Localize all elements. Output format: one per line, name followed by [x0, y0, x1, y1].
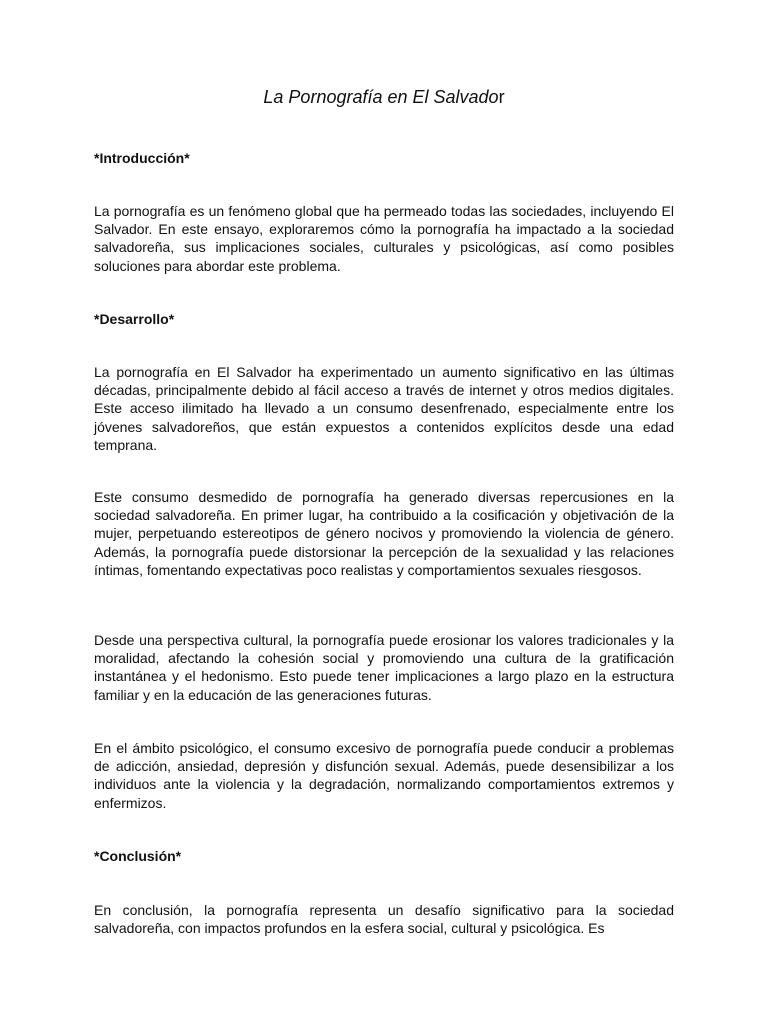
document-title-tail: r: [498, 87, 505, 107]
paragraph-desarrollo-2: Este consumo desmedido de pornografía ha generado diversas repercusiones en la sociedad salvadoreña. En primer lugar, ha contribuido a la cosificación y objetivación de la mujer, perpetuando estereotipos de género nocivos y promoviendo la violencia de género. Además, la pornografía puede distorsionar la percepción de la sexualidad y las relaciones íntimas, fomentando expectativas poco realistas y comportamientos sexuales riesgosos.: [94, 489, 674, 578]
paragraph-conclusion: En conclusión, la pornografía representa un desafío significativo para la sociedad salvadoreña, con impactos profundos en la esfera social, cultural y psicológica. Es: [94, 902, 674, 937]
paragraph-desarrollo-1: La pornografía en El Salvador ha experimentado un aumento significativo en las últimas décadas, principalmente debido al fácil acceso a través de internet y otros medios digitales. Este acceso ilimitado ha llevado a un consumo desenfrenado, especialmente entre los jóvenes salvadoreños, que están expuestos a contenidos explícitos desde una edad temprana.: [94, 364, 674, 453]
section-heading-desarrollo: *Desarrollo*: [94, 311, 175, 327]
section-heading-introduccion: *Introducción*: [94, 150, 190, 166]
paragraph-desarrollo-4: En el ámbito psicológico, el consumo excesivo de pornografía puede conducir a problemas de adicción, ansiedad, depresión y disfunción sexual. Además, puede desensibilizar a los individuos ante la violencia y la degradación, normalizando comportamientos extremos y enfermizos.: [94, 740, 674, 811]
document-title-main: La Pornografía en El Salvado: [263, 87, 499, 107]
document-title: [0, 85, 768, 109]
paragraph-desarrollo-3: Desde una perspectiva cultural, la pornografía puede erosionar los valores tradicionales y la moralidad, afectando la cohesión social y promoviendo una cultura de la gratificación instantánea y el hedonismo. Esto puede tener implicaciones a largo plazo en la estructura familiar y en la educación de las generaciones futuras.: [94, 632, 674, 703]
paragraph-introduccion: La pornografía es un fenómeno global que ha permeado todas las sociedades, incluyendo El Salvador. En este ensayo, exploraremos cómo la pornografía ha impactado a la sociedad salvadoreña, sus implicaciones sociales, culturales y psicológicas, así como posibles soluciones para abordar este problema.: [94, 203, 674, 274]
section-heading-conclusion: *Conclusión*: [94, 848, 182, 864]
